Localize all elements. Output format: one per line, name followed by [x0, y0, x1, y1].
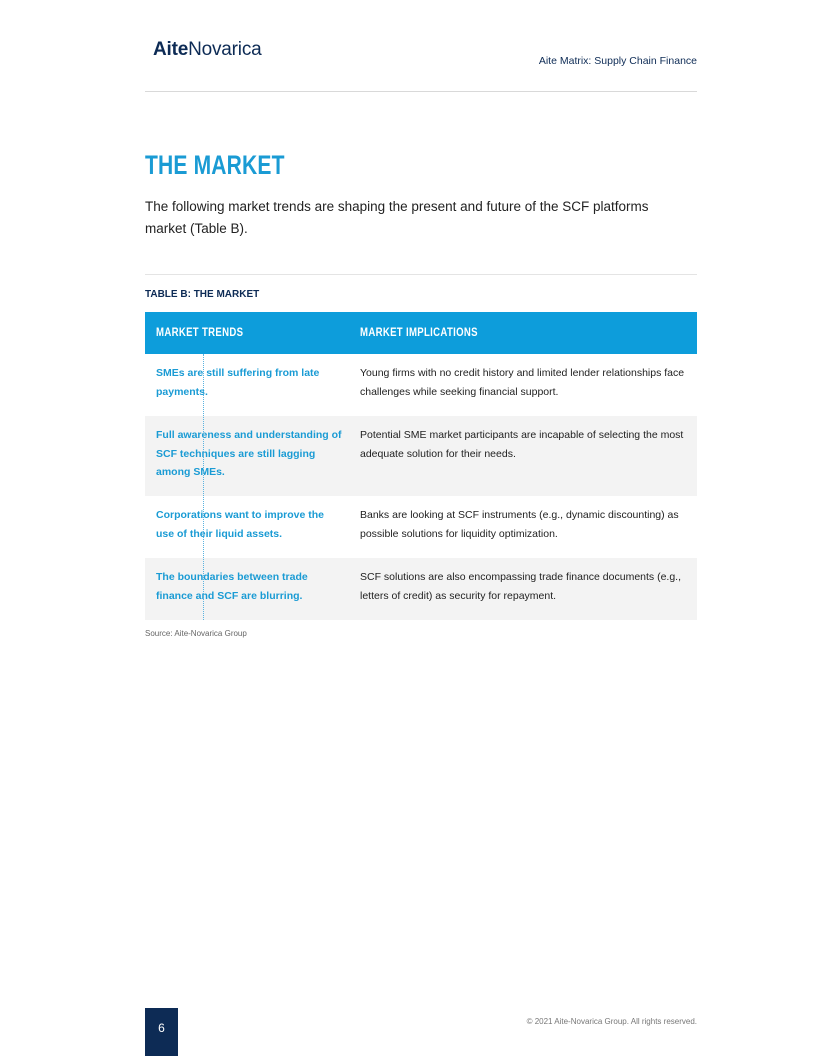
section-heading: THE MARKET: [145, 150, 285, 180]
implication-cell: SCF solutions are also encompassing trade finance documents (e.g., letters of credit) as security for repayment.: [360, 571, 682, 602]
table-row: [145, 496, 697, 558]
company-logo: [153, 39, 261, 61]
trend-cell: Corporations want to improve the use of their liquid assets.: [156, 509, 325, 540]
trend-cell: Full awareness and understanding of SCF techniques are still lagging among SMEs.: [156, 429, 342, 478]
table-row: [145, 354, 697, 416]
column-header-trends: MARKET TRENDS: [156, 325, 244, 339]
page-number: 6: [158, 1021, 165, 1035]
implication-cell: Banks are looking at SCF instruments (e.g., dynamic discounting) as possible solutions for liquidity optimization.: [360, 509, 679, 540]
header-divider: [145, 91, 697, 92]
logo-text-novarica: Novarica: [188, 39, 262, 60]
table-caption: TABLE B: THE MARKET: [145, 289, 260, 300]
table-row: [145, 558, 697, 620]
trend-cell: The boundaries between trade finance and SCF are blurring.: [156, 571, 308, 602]
section-divider: [145, 274, 697, 275]
logo-text-aite: Aite: [153, 39, 189, 60]
table-source: Source: Aite-Novarica Group: [145, 629, 247, 638]
implication-cell: Young firms with no credit history and limited lender relationships face challenges while seeking financial support.: [360, 367, 685, 398]
trend-cell: SMEs are still suffering from late payments.: [156, 367, 320, 398]
table-header-row: [145, 312, 697, 354]
market-table: [145, 312, 697, 620]
column-header-implications: MARKET IMPLICATIONS: [360, 325, 478, 339]
document-title: Aite Matrix: Supply Chain Finance: [538, 55, 697, 67]
table-row: [145, 416, 697, 496]
column-divider: [203, 354, 204, 620]
page-number-badge: [145, 1008, 178, 1056]
copyright-notice: © 2021 Aite-Novarica Group. All rights reserved.: [526, 1017, 697, 1026]
intro-paragraph: The following market trends are shaping the present and future of the SCF platforms market (Table B).: [145, 199, 649, 236]
implication-cell: Potential SME market participants are incapable of selecting the most adequate solution for their needs.: [360, 429, 684, 460]
